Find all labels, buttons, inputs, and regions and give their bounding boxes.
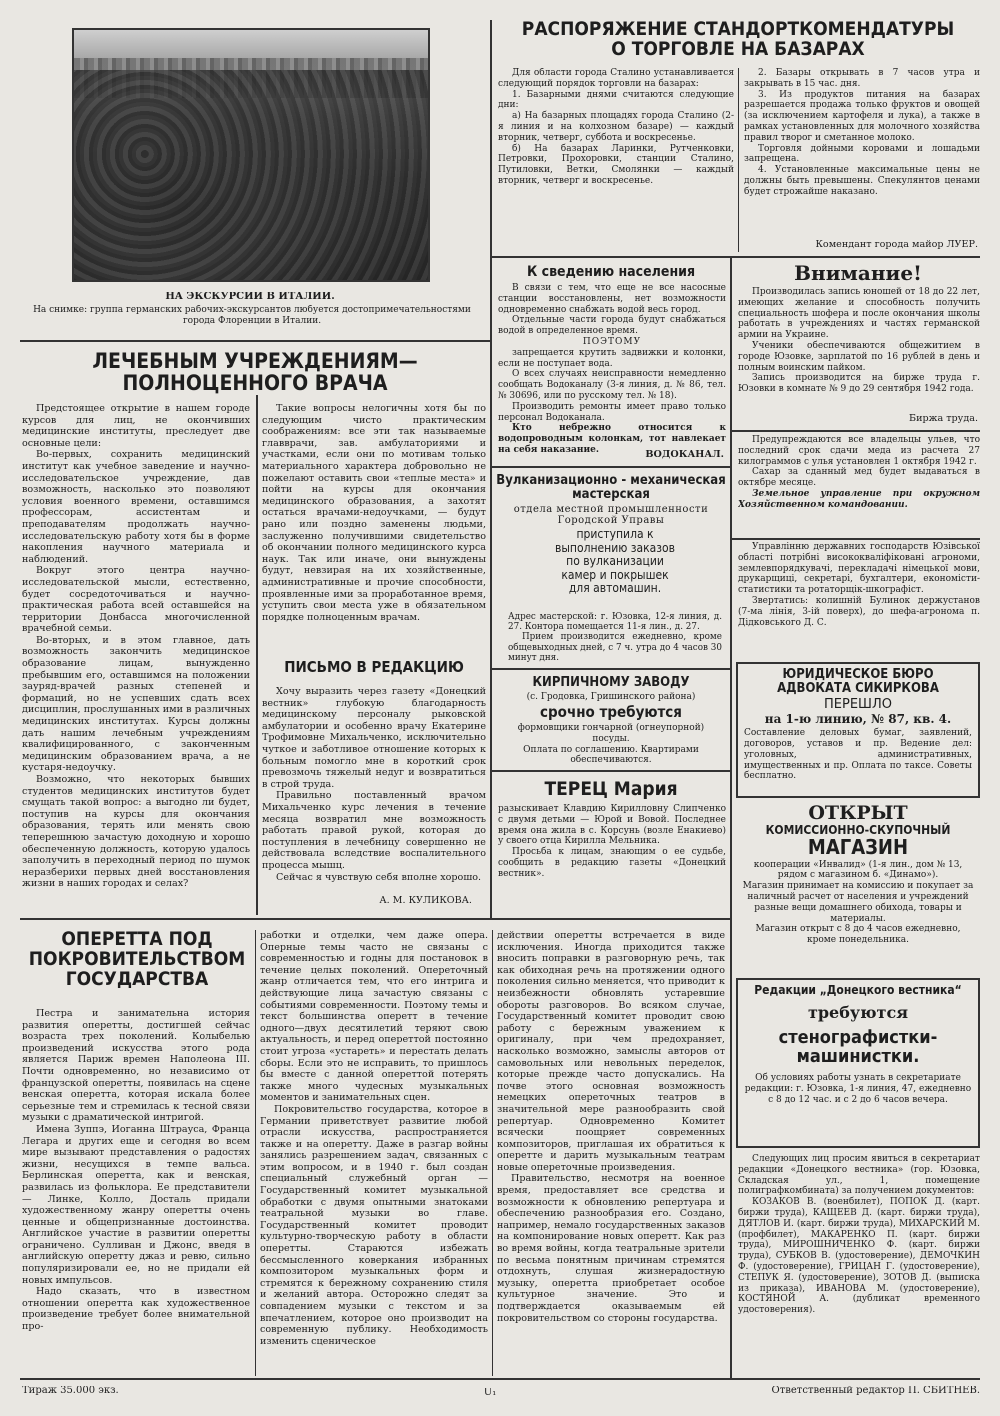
order-title: РАСПОРЯЖЕНИЕ СТАНДОРТКОМЕНДАТУРЫ О ТОРГОВЛЕ НА БАЗАРАХ (521, 20, 955, 60)
section-rule (730, 430, 980, 432)
lawyer-ad-body: Составление деловых бумаг, заявлений, договоров, уставов и пр. Ведение дел: уголовных, административных, имущественных и пр. Оплата по таксе. Советы бесплатно. (744, 728, 972, 782)
water-notice-body: В связи с тем, что еще не все насосные станции восстановлены, нет возможности одновременно снабжать водой весь город. Отдельные части города будут снабжаться водой в определенное время. ПОЭТОМУ запрещается крутить задвижки и колонки, если не поступает вода. О всех случаях неисправности немедленно сообщать Водоканалу (3-я линия, д. № 86, тел. № 30696, или по русскому тел. № 18). Производить ремонты имеет право только персонал Водоканала. Кто небрежно относится к водопроводным колонкам, тот навлекает на себя наказание. (498, 283, 726, 455)
lawyer-ad-moved: ПЕРЕШЛО (824, 697, 892, 713)
section-rule (490, 770, 730, 772)
order-divider (738, 68, 739, 252)
honey-notice: Предупреждаются все владельцы ульев, что последний срок сдачи меда из расчета 27 килограммов с улья установлен 1 октября 1942 г. Сахар за сданный мед будет выдаваться в октябре месяце. Земельное управление при окружном Хозяйственном командовании. (738, 435, 980, 510)
brick-ad-place: (с. Гродовка, Гришинского района) (526, 692, 696, 702)
water-notice-signature: ВОДОКАНАЛ. (645, 450, 724, 460)
operetta-article-title: ОПЕРЕТТА ПОД ПОКРОВИТЕЛЬСТВОМ ГОСУДАРСТВА (28, 930, 246, 990)
steno-ad (736, 978, 980, 1148)
lawyer-ad-address: на 1-ю линию, № 87, кв. 4. (764, 712, 952, 727)
tserets-body: разыскивает Клавдию Кирилловну Слипченко с двумя детьми — Юрой и Вовой. Последнее время она жила в с. Корсунь (возле Енакиево) у своего отца Кирилла Мельника. Просьба к лицам, знающим о ее судьбе, сообщить в редакцию газеты «Донецкий вестник». (498, 804, 726, 879)
photo-caption-text: На снимке: группа германских рабочих-экскурсантов любуется достопримечательностями города Флоренции в Италии. (33, 305, 471, 326)
vulcan-ad-announcement: приступила к выполнению заказов по вулканизации камер и покрышек для автомашин. (555, 528, 675, 595)
attention-title: Внимание! (794, 263, 922, 284)
section-rule (490, 668, 730, 670)
water-notice-title: К сведению населения (526, 265, 696, 280)
attention-body: Производилась запись юношей от 18 до 22 лет, имеющих желание и способность получить специальность шофера и после окончания школы работать в учреждениях и частях германской армии на Украине. Ученики обеспечиваются общежитием в городе Юзовке, зарплатой по 16 рублей в день и полным воинским пайком. Запись производится на бирже труда г. Юзовки в комнате № 9 до 29 сентября 1942 года. (738, 287, 980, 395)
operetta-article-col2: работки и отделки, чем даже опера. Оперные темы часто не связаны с современностью и годны для постановок в течение целых поколений. Опереточный жанр отличается тем, что его интрига и действующие лица зачастую связаны с событиями современности. Поэтому темы и текст большинства оперетт в течение одного—двух десятилетий теряют свою актуальность, и перед опереттой постоянно стоит угроза «устареть» и перестать делать сборы. Если это не исправить, то пришлось бы вместе с данной опереттой потерять также много чудесных музыкальных моментов и занимательных сцен. Покровительство государства, которое в Германии приветствует развитие любой отрасли искусства, распространяется также и на оперетту. Даже в разгар войны занялись разрешением задач, связанных с этим вопросом, и в 1940 г. был создан специальный служебный орган — Государственный комитет музыкальной обработки с двумя опытными знатоками театральной музыки во главе. Государственный комитет проводит культурно-творческую работу в области оперетты. Стараются избежать бессмысленного коверкания избранных композитором музыкальных форм и стремятся к бережному сохранению стиля и желаний автора. Осторожно следят за совпадением музыки с текстом и за впечатлением, которое оно производит на современную публику. Необходимость изменить сценическое (260, 930, 488, 1347)
steno-ad-required: требуются (807, 1002, 909, 1022)
footer-code: U₁ (483, 1388, 497, 1398)
documents-notice: Следующих лиц просим явиться в секретариат редакции «Донецкого вестника» (гор. Юзовка, Складская ул., 1, помещение полиграфкомбината) за получением документов: КОЗАКОВ В. (военбилет), ПОПОК Д. (карт. биржи труда), КАЩЕЕВ Д. (карт. биржи труда), ДЯТЛОВ И. (карт. биржи труда), МИХАРСКИЙ М. (профбилет), МАКАРЕНКО П. (карт. биржи труда), МИРОШНИЧЕНКО Ф. (карт. биржи труда), СУБКОВ В. (удостоверение), ДЕМОЧКИН Ф. (удостоверение), ГРИЦАН Г. (удостоверение), СТЕПУК Я. (удостоверение), ЗОТОВ Д. (выписка из приказа), ИВАНОВА М. (удостоверение), КОСТЯНОЙ А. (дубликат временного удостоверения). (738, 1154, 980, 1316)
operetta-article-col1: Пестра и занимательна история развития оперетты, достигшей сейчас возраста трех поколений. Колыбелью произведений искусства этого рода является Париж времен Наполеона III. Почти одновременно, но независимо от французской оперетты, появилась на сцене венская оперетта, которая искала более серьезные тем и стремилась к тесной связи музыки с драматической интригой. Имена Зуппэ, Иоганна Штрауса, Франца Легара и других еще и сегодня во всем мире вызывают представления о радостях жизни, несущихся в темпе вальса. Берлинская оперетта, как и венская, развилась из фольклора. Ее представители — Линке, Колло, Досталь придали художественному жанру оперетты очень ценные и общепризнанные достоинства. Английское участие в развитии оперетты ограничено. Сулливан и Джонс, введя в английскую оперетту джаз и ревю, сильно популяризировали ее, но не придали ей новых импульсов. Надо сказать, что в известном отношении оперетта как художественное произведение требует более внимательной про- (22, 1008, 250, 1333)
footer-editor: Ответственный редактор П. СБИТНЕВ. (771, 1386, 980, 1396)
medical-article-col1: Предстоящее открытие в нашем городе курсов для лиц, не окончивших медицинские институты, преследует две основные цели: Во-первых, сохранить медицинский институт как учебное заведение и научно-исследовательское учреждение, дав возможность, насколько это позволяют условия военного времени, оставшимся профессорам, ассистентам и преподавателям продолжать научно-исследовательскую работу хотя бы в форме накопления научного материала и наблюдений. Вокруг этого центра научно-исследовательской мысли, естественно, будет сосредоточиваться и научно-практическая работа всей оставшейся на территории Донбасса многочисленной врачебной семьи. Во-вторых, и в этом главное, дать возможность закончить медицинское образование лицам, вынужденно пребывшим его, оставшимся на положении зауряд-врачей разных степеней и формаций, но не успевших сдать всех дисциплин, прослушанных ими в различных медицинских институтах. Курсы должны дать нашим лечебным учреждениям квалифицированного, с законченным медицинским образованием врача, а не кустаря-недоучку. Возможно, что некоторых бывших студентов медицинских институтов будет смущать такой вопрос: а выгодно ли будет, поступив на курсы для окончания образования, терять или менять свою теперешнюю зачастую доходную и хорошо обеспеченную должность, которую удалось заполучить в переходный период по шумок неразберихи первых дней восстановления жизни в наших городах и селах? (22, 403, 250, 890)
attention-signature: Биржа труда. (909, 414, 978, 424)
column-rule (256, 395, 258, 915)
order-signature: Комендант города майор ЛУЕР. (815, 240, 978, 250)
vulcan-ad-subtitle: отдела местной промышленности Городской Управы (513, 505, 709, 526)
column-rule (492, 930, 493, 1376)
column-rule (490, 20, 492, 920)
section-rule (20, 918, 730, 920)
footer-circulation: Тираж 35.000 экз. (22, 1386, 119, 1396)
photo-caption-title: НА ЭКСКУРСИИ В ИТАЛИИ. (165, 292, 335, 302)
column-rule (255, 930, 256, 1376)
brick-ad-required: срочно требуются (540, 705, 682, 721)
column-rule (730, 256, 732, 1378)
order-col2: 2. Базары открывать в 7 часов утра и закрывать в 15 час. дня. 3. Из продуктов питания на базарах разрешается продажа только фруктов и овощей (за исключением картофеля и лука), а также в рамках установленных для молочного хозяйства правил творог и сметанное молоко. Торговля дойными коровами и лошадьми запрещена. 4. Установленные максимальные цены не должны быть превышены. Спекулянтов ценами будет строжайше наказано. (744, 68, 980, 197)
vulcan-ad-title: Вулканизационно - механическая мастерская (496, 474, 726, 502)
brick-ad-title: КИРПИЧНОМУ ЗАВОДУ (532, 676, 690, 690)
brick-ad-body: формовщики гончарной (огнеупорной) посуды. Оплата по соглашению. Квартирами обеспечиваются. (517, 723, 705, 766)
letter-body: Хочу выразить через газету «Донецкий вестник» глубокую благодарность медицинскому персоналу рыковской амбулатории и особенно врачу Екатерине Трофимовне Михальченко, исключительно чуткое и заботливое отношение которых к больным помогло мне в короткий срок превозмочь тяжелый недуг и возвратиться в строй труда. Правильно поставленный врачом Михальченко курс лечения в течение месяца возвратил мне возможность работать правой рукой, которая до поступления в лечебницу совершенно не действовала вследствие воспалительного процесса мышц. Сейчас я чувствую себя вполне хорошо. (262, 686, 486, 883)
shop-ad (736, 804, 980, 976)
section-rule (730, 538, 980, 540)
ukrainian-notice: Управлінню державних господарств Юзівської області потрібні висококваліфіковані агрономи, землевпорядкувачі, перекладачі німецької мови, друкарщиці, секретарі, бухгалтери, економісти-статистики та ротаторщік-шкографіст. Звертатись: колишній Булинок держустанов (7-ма лінія, 3-ій поверх), до шефа-агронома п. Дідковського Д. С. (738, 542, 980, 628)
letter-signature: А. М. КУЛИКОВА. (379, 895, 472, 906)
order-col1: Для области города Сталино устанавливается следующий порядок торговли на базарах: 1. Базарными днями считаются следующие дни: а) На базарных площадях города Сталино (2-я линия и на колхозном базаре) — каждый вторник, четверг, суббота и воскресенье. б) На базарах Ларинки, Рутченковки, Петровки, Прохоровки, станции Сталино, Путиловки, Ветки, Смолянки — каждый вторник, четверг и воскресенье. (498, 68, 734, 186)
tserets-title: ТЕРЕЦ Мария (544, 780, 678, 800)
steno-ad-title: Редакции „Донецкого вестника“ (754, 983, 962, 997)
shop-ad-body: кооперации «Инвалид» (1-я лин., дом № 13, рядом с магазином б. «Динамо»). Магазин принимает на комиссию и покупает за наличный расчет от населения и учреждений разные вещи домашнего обихода, товары и материалы. Магазин открыт с 8 до 4 часов ежедневно, кроме понедельника. (742, 859, 974, 946)
section-rule (490, 466, 730, 468)
steno-ad-position: стенографистки-машинистки. (778, 1027, 938, 1068)
photo-florence-excursion (72, 28, 430, 282)
section-rule (20, 340, 490, 342)
section-rule (20, 1378, 980, 1380)
medical-article-col2: Такие вопросы нелогичны хотя бы по следующим чисто практическим соображениям: все эти так называемые главврачи, зав. амбулаториями и участками, если они по мотивам только материального характера добровольно не пожелают оставить свои «теплые места» и пойти на курсы для окончания медицинского образования, а захотят остаться врачами-недоучками, — будут рано или поздно заменены людьми, заслуженно получившими свидетельство об окончании полного медицинского курса наук. Так или иначе, они вынуждены будут, невзирая на их хозяйственные, административные и прочие способности, проявленные ими за проработанное время, уступить свои места уже в обязательном порядке полноценным врачам. (262, 403, 486, 623)
section-rule (490, 256, 980, 258)
vulcan-ad-details: Адрес мастерской: г. Юзовка, 12-я линия, д. 27. Контора помещается 11-я лин., д. 27. Прием производится ежедневно, кроме общевыходных дней, с 7 ч. утра до 4 часов 30 минут дня. (508, 612, 722, 663)
medical-article-title: ЛЕЧЕБНЫМ УЧРЕЖДЕНИЯМ— ПОЛНОЦЕННОГО ВРАЧА (92, 350, 418, 395)
letter-title: ПИСЬМО В РЕДАКЦИЮ (284, 660, 464, 676)
shop-ad-title: ОТКРЫТ КОМИССИОННО-СКУПОЧНЫЙ МАГАЗИН (765, 804, 951, 859)
lawyer-ad-title: ЮРИДИЧЕСКОЕ БЮРО АДВОКАТА СИКИРКОВА (777, 667, 939, 696)
steno-ad-body: Об условиях работы узнать в секретариате редакции: г. Юзовка, 1-я линия, 47, ежедневно с 8 до 12 час. и с 2 до 6 часов вечера. (744, 1073, 972, 1105)
operetta-article-col3: действии оперетты встречается в виде исключения. Иногда приходится также вносить поправки в разговорную речь, так как обиходная речь на протяжении одного поколения сильно меняется, что приводит к неизбежности обновлять устаревшие обороты разговоров. Во всяком случае, Государственный комитет проводит свою работу с бережным уважением к оригиналу, при чем предохраняет, насколько возможно, замыслы авторов от самовольных или невольных переделок, которые прежде часто допускались. На почве этого основная возможность немецких опереточных театров в значительной мере разнообразить свой репертуар. Одновременно Комитет всячески поощряет современных композиторов, приглашая их обратиться к оперетте и дарить музыкальным театрам новые опереточные произведения. Правительство, несмотря на военное время, предоставляет все средства и возможности к обновлению репертуара и обеспечению разнообразия его. Создано, например, немало государственных заказов на компонирование новых оперетт. Как раз во время войны, когда театральные зрители по весьма понятным причинам стремятся отдохнуть, слушая жизнерадостную музыку, оперетта приобретает особое культурное значение. Это и подтверждается оказываемым ей покровительством со стороны государства. (497, 930, 725, 1324)
lawyer-ad (736, 662, 980, 798)
